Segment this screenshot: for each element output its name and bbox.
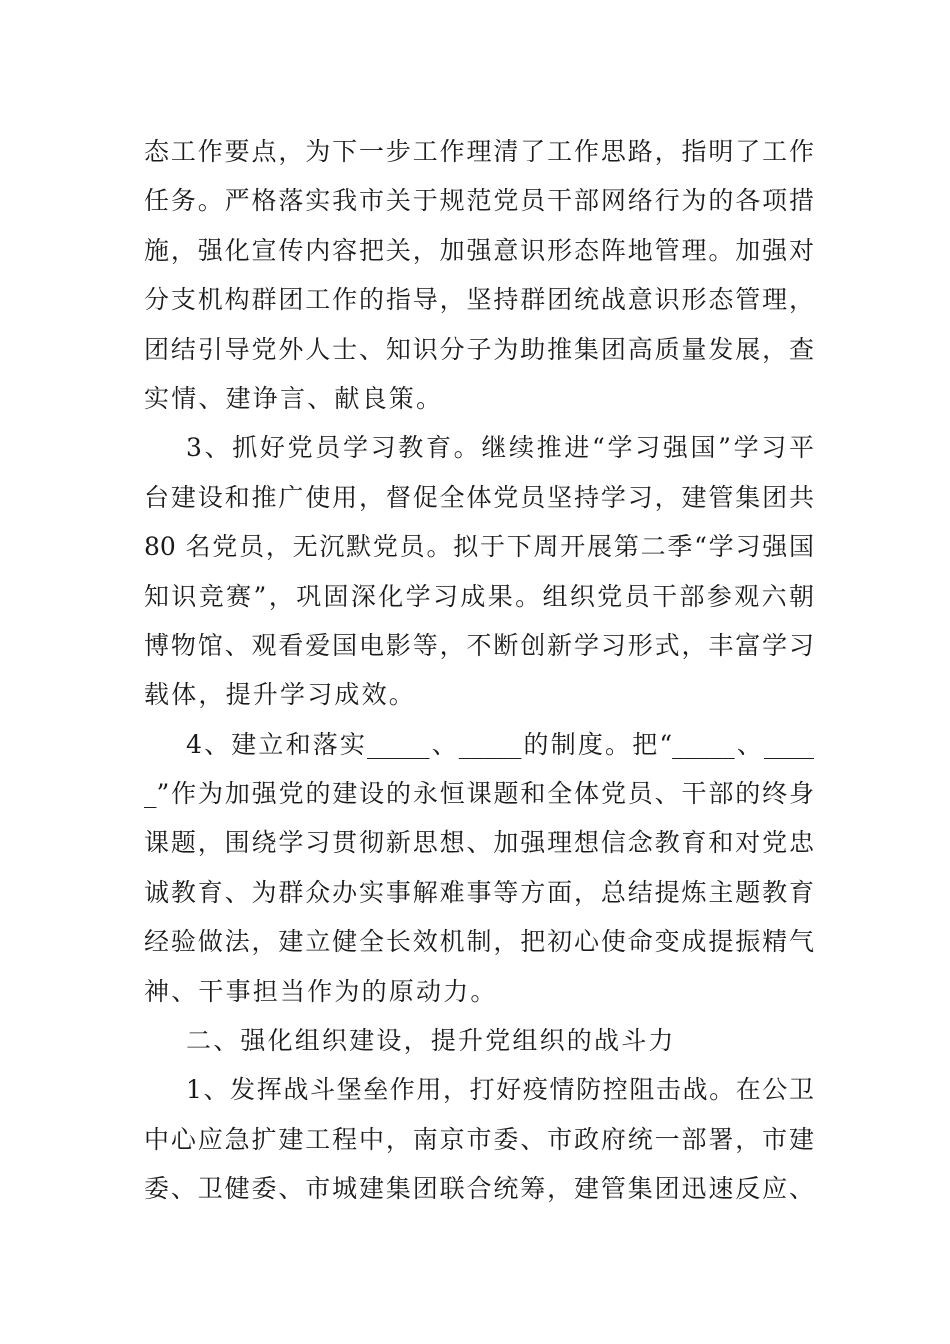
text-line: _”作为加强党的建设的永恒课题和全体党员、干部的终身 [144,779,814,809]
paragraph-start-line: 3、抓好党员学习教育。继续推进“学习强国”学习平 [186,433,814,463]
text-line: 博物馆、观看爱国电影等，不断创新学习形式，丰富学习 [144,630,814,660]
document-body [144,127,814,1214]
text-line: 载体，提升学习成效。 [144,680,417,710]
section-heading: 二、强化组织建设，提升党组织的战斗力 [186,1026,676,1056]
text-line: 分支机构群团工作的指导，坚持群团统战意识形态管理， [144,285,814,315]
text-line: 台建设和推广使用，督促全体党员坚持学习，建管集团共 [144,482,814,512]
text-line: 实情、建诤言、献良策。 [144,383,444,413]
text-line: 经验做法，建立健全长效机制，把初心使命变成提振精气 [144,927,814,957]
text-line: 课题，围绕学习贯彻新思想、加强理想信念教育和对党忠 [144,828,814,858]
text-line: 任务。严格落实我市关于规范党员干部网络行为的各项措 [144,186,814,216]
text-line: 80 名党员，无沉默党员。拟于下周开展第二季“学习强国 [144,532,814,562]
text-line: 知识竞赛”，巩固深化学习成果。组织党员干部参观六朝 [144,581,814,611]
text-line: 施，强化宣传内容把关，加强意识形态阵地管理。加强对 [144,235,814,265]
paragraph-start-line: 4、建立和落实_____、_____的制度。把“_____、____ [186,729,814,759]
paragraph-start-line: 1、发挥战斗堡垒作用，打好疫情防控阻击战。在公卫 [186,1075,814,1105]
text-line: 中心应急扩建工程中，南京市委、市政府统一部署，市建 [144,1124,814,1154]
text-line: 委、卫健委、市城建集团联合统筹，建管集团迅速反应、 [144,1174,814,1204]
text-line: 团结引导党外人士、知识分子为助推集团高质量发展，查 [144,334,814,364]
text-line: 态工作要点，为下一步工作理清了工作思路，指明了工作 [144,137,814,166]
text-line: 神、干事担当作为的原动力。 [144,976,498,1006]
text-line: 诚教育、为群众办实事解难事等方面，总结提炼主题教育 [144,877,814,907]
